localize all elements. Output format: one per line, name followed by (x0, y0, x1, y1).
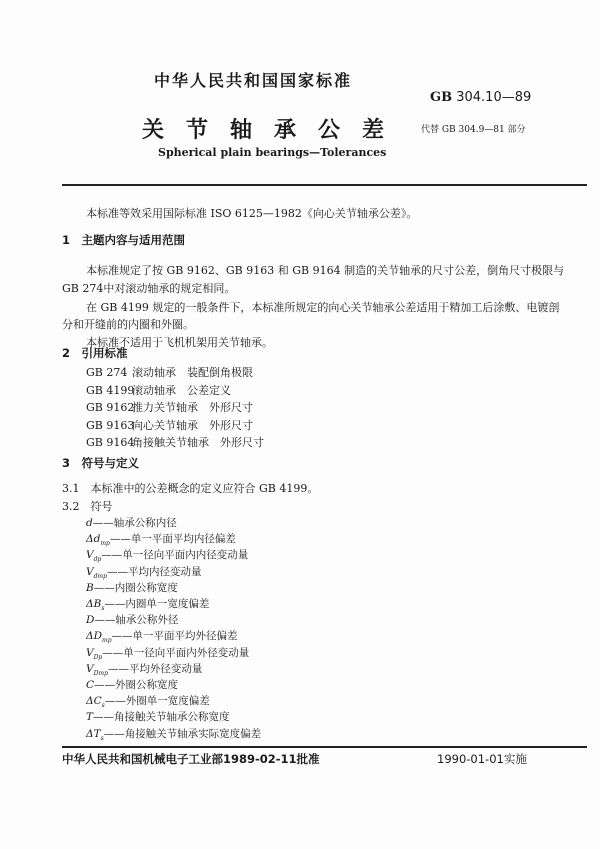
clause-3-2: 3.2 符号 (62, 500, 113, 513)
reference-item (86, 364, 253, 380)
symbol-item (86, 580, 178, 596)
symbol-subscript: dp (93, 556, 102, 564)
effective-date: 1990-01-01实施 (437, 752, 527, 766)
symbol: d (86, 517, 93, 529)
national-standard-label: 中华人民共和国国家标准 (154, 71, 353, 90)
symbol-item (86, 515, 177, 531)
symbol: ΔT (86, 727, 101, 740)
reference-item (86, 382, 231, 398)
symbol: V (86, 646, 94, 659)
symbol-subscript: mp (102, 637, 112, 645)
header-rule (62, 184, 587, 186)
reference-title: 向心关节轴承 外形尺寸 (132, 418, 253, 432)
symbol-description: ——轴承公称内径 (92, 517, 177, 529)
reference-title: 滚动轴承 公差定义 (132, 383, 231, 397)
symbol: V (86, 549, 94, 562)
symbol-description: ——角接触关节轴承实际宽度偏差 (103, 727, 262, 740)
symbol-subscript: dmp (93, 572, 107, 580)
replaces-note: 代替 GB 304.9—81 部分 (421, 125, 526, 135)
symbol: C (86, 679, 95, 691)
symbol: ΔC (86, 695, 102, 708)
symbol: ΔB (86, 598, 102, 610)
symbol: B (86, 581, 94, 594)
symbol-description: ——内圈单一宽度偏差 (104, 598, 210, 610)
symbol-subscript: mp (100, 540, 110, 548)
intro-text: 本标准等效采用国际标准 ISO 6125—1982《向心关节轴承公差》。 (86, 207, 418, 220)
symbol-description: ——外圈公称宽度 (94, 679, 179, 691)
reference-title: 推力关节轴承 外形尺寸 (132, 401, 253, 414)
symbol-description: ——外圈单一宽度偏差 (104, 695, 210, 708)
symbol-description: ——轴承公称外径 (94, 614, 179, 627)
symbol-description: ——单一径向平面内外径变动量 (102, 646, 250, 659)
paragraph-line: 在 GB 4199 规定的一般条件下，本标准所规定的向心关节轴承公差适用于精加工后涂敷、电镀剖 (86, 301, 560, 314)
english-title: Spherical plain bearings—Tolerances (158, 146, 387, 159)
symbol-subscript: Dmp (93, 669, 108, 677)
symbol-subscript: s (101, 605, 105, 613)
symbol-item (86, 596, 209, 612)
code-prefix: GB (430, 90, 453, 105)
symbol-subscript: Dp (93, 653, 103, 661)
paragraph-line: GB 274中对滚动轴承的规定相同。 (62, 282, 236, 295)
standard-code (430, 90, 531, 105)
reference-code: GB 9164 (86, 436, 135, 449)
symbol-item (86, 645, 249, 661)
symbol-item (86, 709, 230, 725)
paragraph-line: 本标准不适用于飞机机架用关节轴承。 (86, 336, 273, 349)
reference-code: GB 274 (86, 366, 128, 379)
symbol-description: ——单一平面平均外径偏差 (111, 630, 238, 643)
document-title: 关节轴承公差 (142, 118, 407, 143)
reference-item (86, 399, 253, 415)
reference-title: 滚动轴承 装配倒角极限 (132, 366, 253, 379)
section-2-heading: 2 引用标准 (62, 346, 128, 360)
symbol-subscript: s (100, 734, 104, 742)
symbol-description: ——内圈公称宽度 (93, 581, 178, 594)
footer-rule (62, 746, 587, 748)
reference-code: GB 9163 (86, 418, 135, 432)
symbol-description: ——平均内径变动量 (106, 565, 202, 578)
code-number: 304.10—89 (456, 90, 532, 105)
symbol-subscript: s (101, 702, 105, 710)
symbol-item (86, 628, 238, 644)
symbol: T (86, 711, 94, 724)
paragraph-line: 分和开缝前的内圈和外圈。 (62, 318, 194, 331)
symbol-item (86, 612, 178, 628)
reference-code: GB 9162 (86, 401, 135, 414)
section-1-heading: 1 主题内容与适用范围 (62, 233, 186, 247)
symbol-item (86, 564, 201, 580)
reference-item (86, 434, 264, 450)
reference-item (86, 417, 253, 433)
symbol: D (86, 614, 95, 627)
symbol-item (86, 547, 248, 563)
symbol-description: ——平均外径变动量 (107, 662, 203, 675)
symbol-item (86, 677, 178, 693)
section-3-heading: 3 符号与定义 (62, 456, 140, 470)
reference-title: 角接触关节轴承 外形尺寸 (132, 436, 264, 449)
symbol-item (86, 531, 236, 547)
symbol: V (86, 662, 94, 675)
paragraph-line: 本标准规定了按 GB 9162、GB 9163 和 GB 9164 制造的关节轴承的尺寸公差，倒角尺寸极限与 (86, 264, 565, 277)
symbol-description: ——单一平面平均内径偏差 (109, 533, 236, 546)
issuer-approval: 中华人民共和国机械电子工业部1989-02-11批准 (62, 752, 320, 766)
symbol-description: ——单一径向平面内内径变动量 (101, 549, 249, 562)
symbol-item (86, 661, 202, 677)
clause-3-1: 3.1 本标准中的公差概念的定义应符合 GB 4199。 (62, 482, 319, 495)
symbol-item (86, 693, 210, 709)
symbol-description: ——角接触关节轴承公称宽度 (93, 711, 230, 724)
reference-code: GB 4199 (86, 383, 135, 397)
symbol: ΔD (86, 630, 103, 643)
symbol: Δd (86, 533, 101, 546)
symbol-item (86, 726, 261, 742)
symbol: V (86, 565, 94, 578)
